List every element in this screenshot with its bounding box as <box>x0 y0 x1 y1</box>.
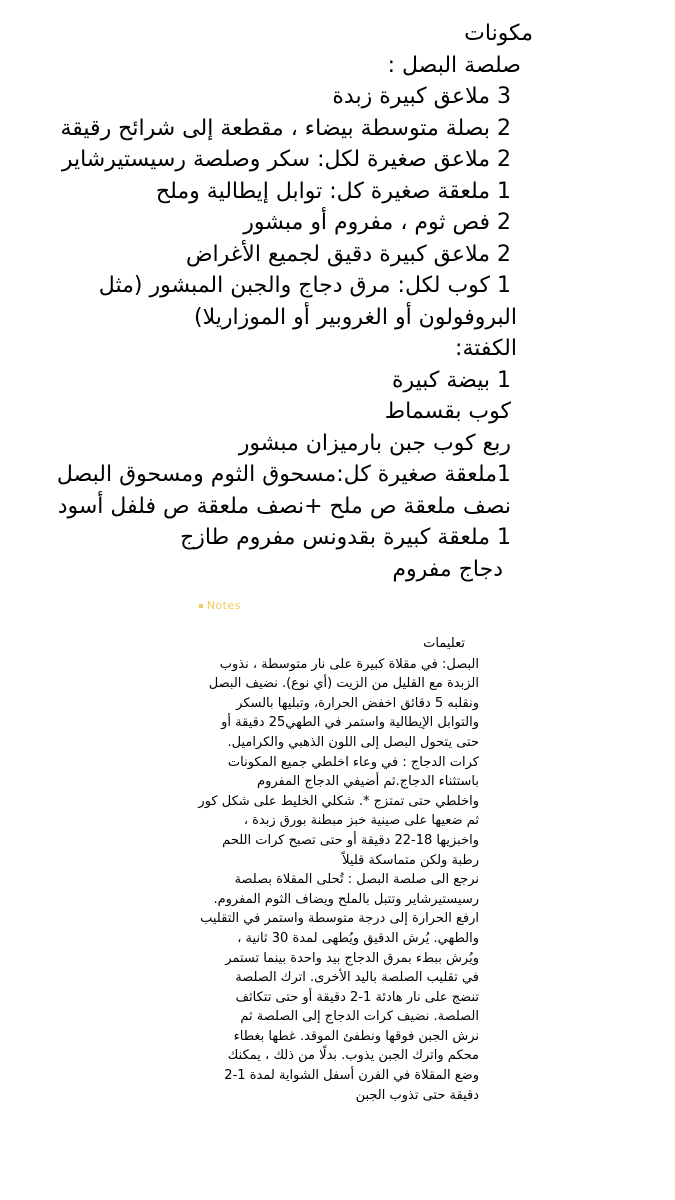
instructions-title: تعليمات <box>423 636 465 651</box>
ingredients-section <box>15 18 535 585</box>
ingredient-line: 2 ملاعق صغيرة لكل: سكر وصلصة رسيستيرشاير <box>61 147 511 172</box>
instructions-section <box>179 634 479 1105</box>
instruction-line: نرش الجبن فوقها ونطفئ الموقد. غطها بغطاء <box>233 1028 479 1044</box>
instruction-line: ويُرش ببطء بمرق الدجاج بيد واحدة بينما تستمر <box>225 950 479 966</box>
ingredients-title: مكونات <box>464 21 533 46</box>
notes-dot-icon <box>199 604 203 608</box>
ingredient-line: 3 ملاعق كبيرة زبدة <box>332 84 511 109</box>
instruction-line: رطبة ولكن متماسكة قليلاً <box>342 852 479 868</box>
ingredient-line: كوب بقسماط <box>384 399 511 424</box>
ingredient-line: 2 بصلة متوسطة بيضاء ، مقطعة إلى شرائح رقيقة <box>60 115 511 141</box>
instruction-line: ارفع الحرارة إلى درجة متوسطة واستمر في التقليب <box>200 911 479 927</box>
instruction-line: محكم واترك الجبن يذوب. بدلًا من ذلك ، يمكنك <box>227 1048 479 1064</box>
instruction-line: باستثناء الدجاج.ثم أضيفي الدجاج المفروم <box>257 774 479 790</box>
ingredient-line: البروفولون أو الغروبير أو الموزاريلا) <box>194 304 517 330</box>
instruction-line: رسيستيرشاير وتتبل بالملح ويضاف الثوم المفروم. <box>213 891 479 907</box>
instruction-line: ونقلبه 5 دقائق اخفض الحرارة، وتبليها بالسكر <box>236 695 479 711</box>
instruction-line: ثم ضعيها على صينية خبز مبطنة بورق زبدة ، <box>243 813 479 829</box>
ingredient-line: 1 ملعقة صغيرة كل: توابل إيطالية وملح <box>155 178 511 204</box>
ingredient-line: 1 ملعقة كبيرة بقدونس مفروم طازج <box>180 525 511 550</box>
instruction-line: حتى يتحول البصل إلى اللون الذهبي والكراميل. <box>227 734 479 750</box>
instruction-line: في تقليب الصلصة باليد الأخرى. اترك الصلصة <box>235 970 479 986</box>
instruction-line: وضع المقلاة في الفرن أسفل الشواية لمدة 1-2 <box>224 1068 479 1084</box>
ingredient-line: 1 بيضة كبيرة <box>391 367 511 393</box>
ingredient-line: 2 ملاعق كبيرة دقيق لجميع الأغراض <box>185 241 511 267</box>
instruction-line: واخبزيها 18-22 دقيقة أو حتى تصبح كرات اللحم <box>222 832 479 848</box>
instruction-line: تنضج على نار هادئة 1-2 دقيقة أو حتى تتكاثف <box>235 989 479 1005</box>
ingredient-line: دجاج مفروم <box>392 556 503 582</box>
ingredient-line: 2 فص ثوم ، مفروم أو مبشور <box>243 210 511 235</box>
instruction-line: واخلطي حتى تمتزج *. شكلي الخليط على شكل كور <box>198 793 479 809</box>
ingredient-line: نصف ملعقة ص ملح +نصف ملعقة ص فلفل أسود <box>57 493 511 519</box>
instruction-line: والطهي. يُرش الدقيق ويُطهى لمدة 30 ثانية ، <box>237 930 479 946</box>
ingredient-line: 1ملعقة صغيرة كل:مسحوق الثوم ومسحوق البصل <box>56 462 511 487</box>
instruction-line: البصل: في مقلاة كبيرة على نار متوسطة ، نذوب <box>219 656 479 672</box>
onion-sauce-heading: صلصة البصل : <box>387 52 521 78</box>
kofta-heading: الكفتة: <box>455 336 517 361</box>
notes-app-tag <box>199 599 241 612</box>
instruction-line: الزبدة مع القليل من الزيت (أي نوع). نضيف البصل <box>208 676 479 692</box>
ingredient-line: ربع كوب جبن بارميزان مبشور <box>238 430 511 456</box>
instruction-line: الصلصة. نضيف كرات الدجاج إلى الصلصة ثم <box>240 1009 479 1025</box>
instruction-line: والتوابل الإيطالية واستمر في الطهي25 دقيقة أو <box>221 715 479 731</box>
notes-tag-label: Notes <box>206 599 241 612</box>
ingredient-line: 1 كوب لكل: مرق دجاج والجبن المبشور (مثل <box>98 273 511 298</box>
instruction-line: نرجع الى صلصة البصل : تُحلى المقلاة بصلصة <box>234 872 479 888</box>
instruction-line: دقيقة حتى تذوب الجبن <box>355 1087 479 1103</box>
instruction-line: كرات الدجاج : في وعاء اخلطي جميع المكونات <box>227 754 479 770</box>
